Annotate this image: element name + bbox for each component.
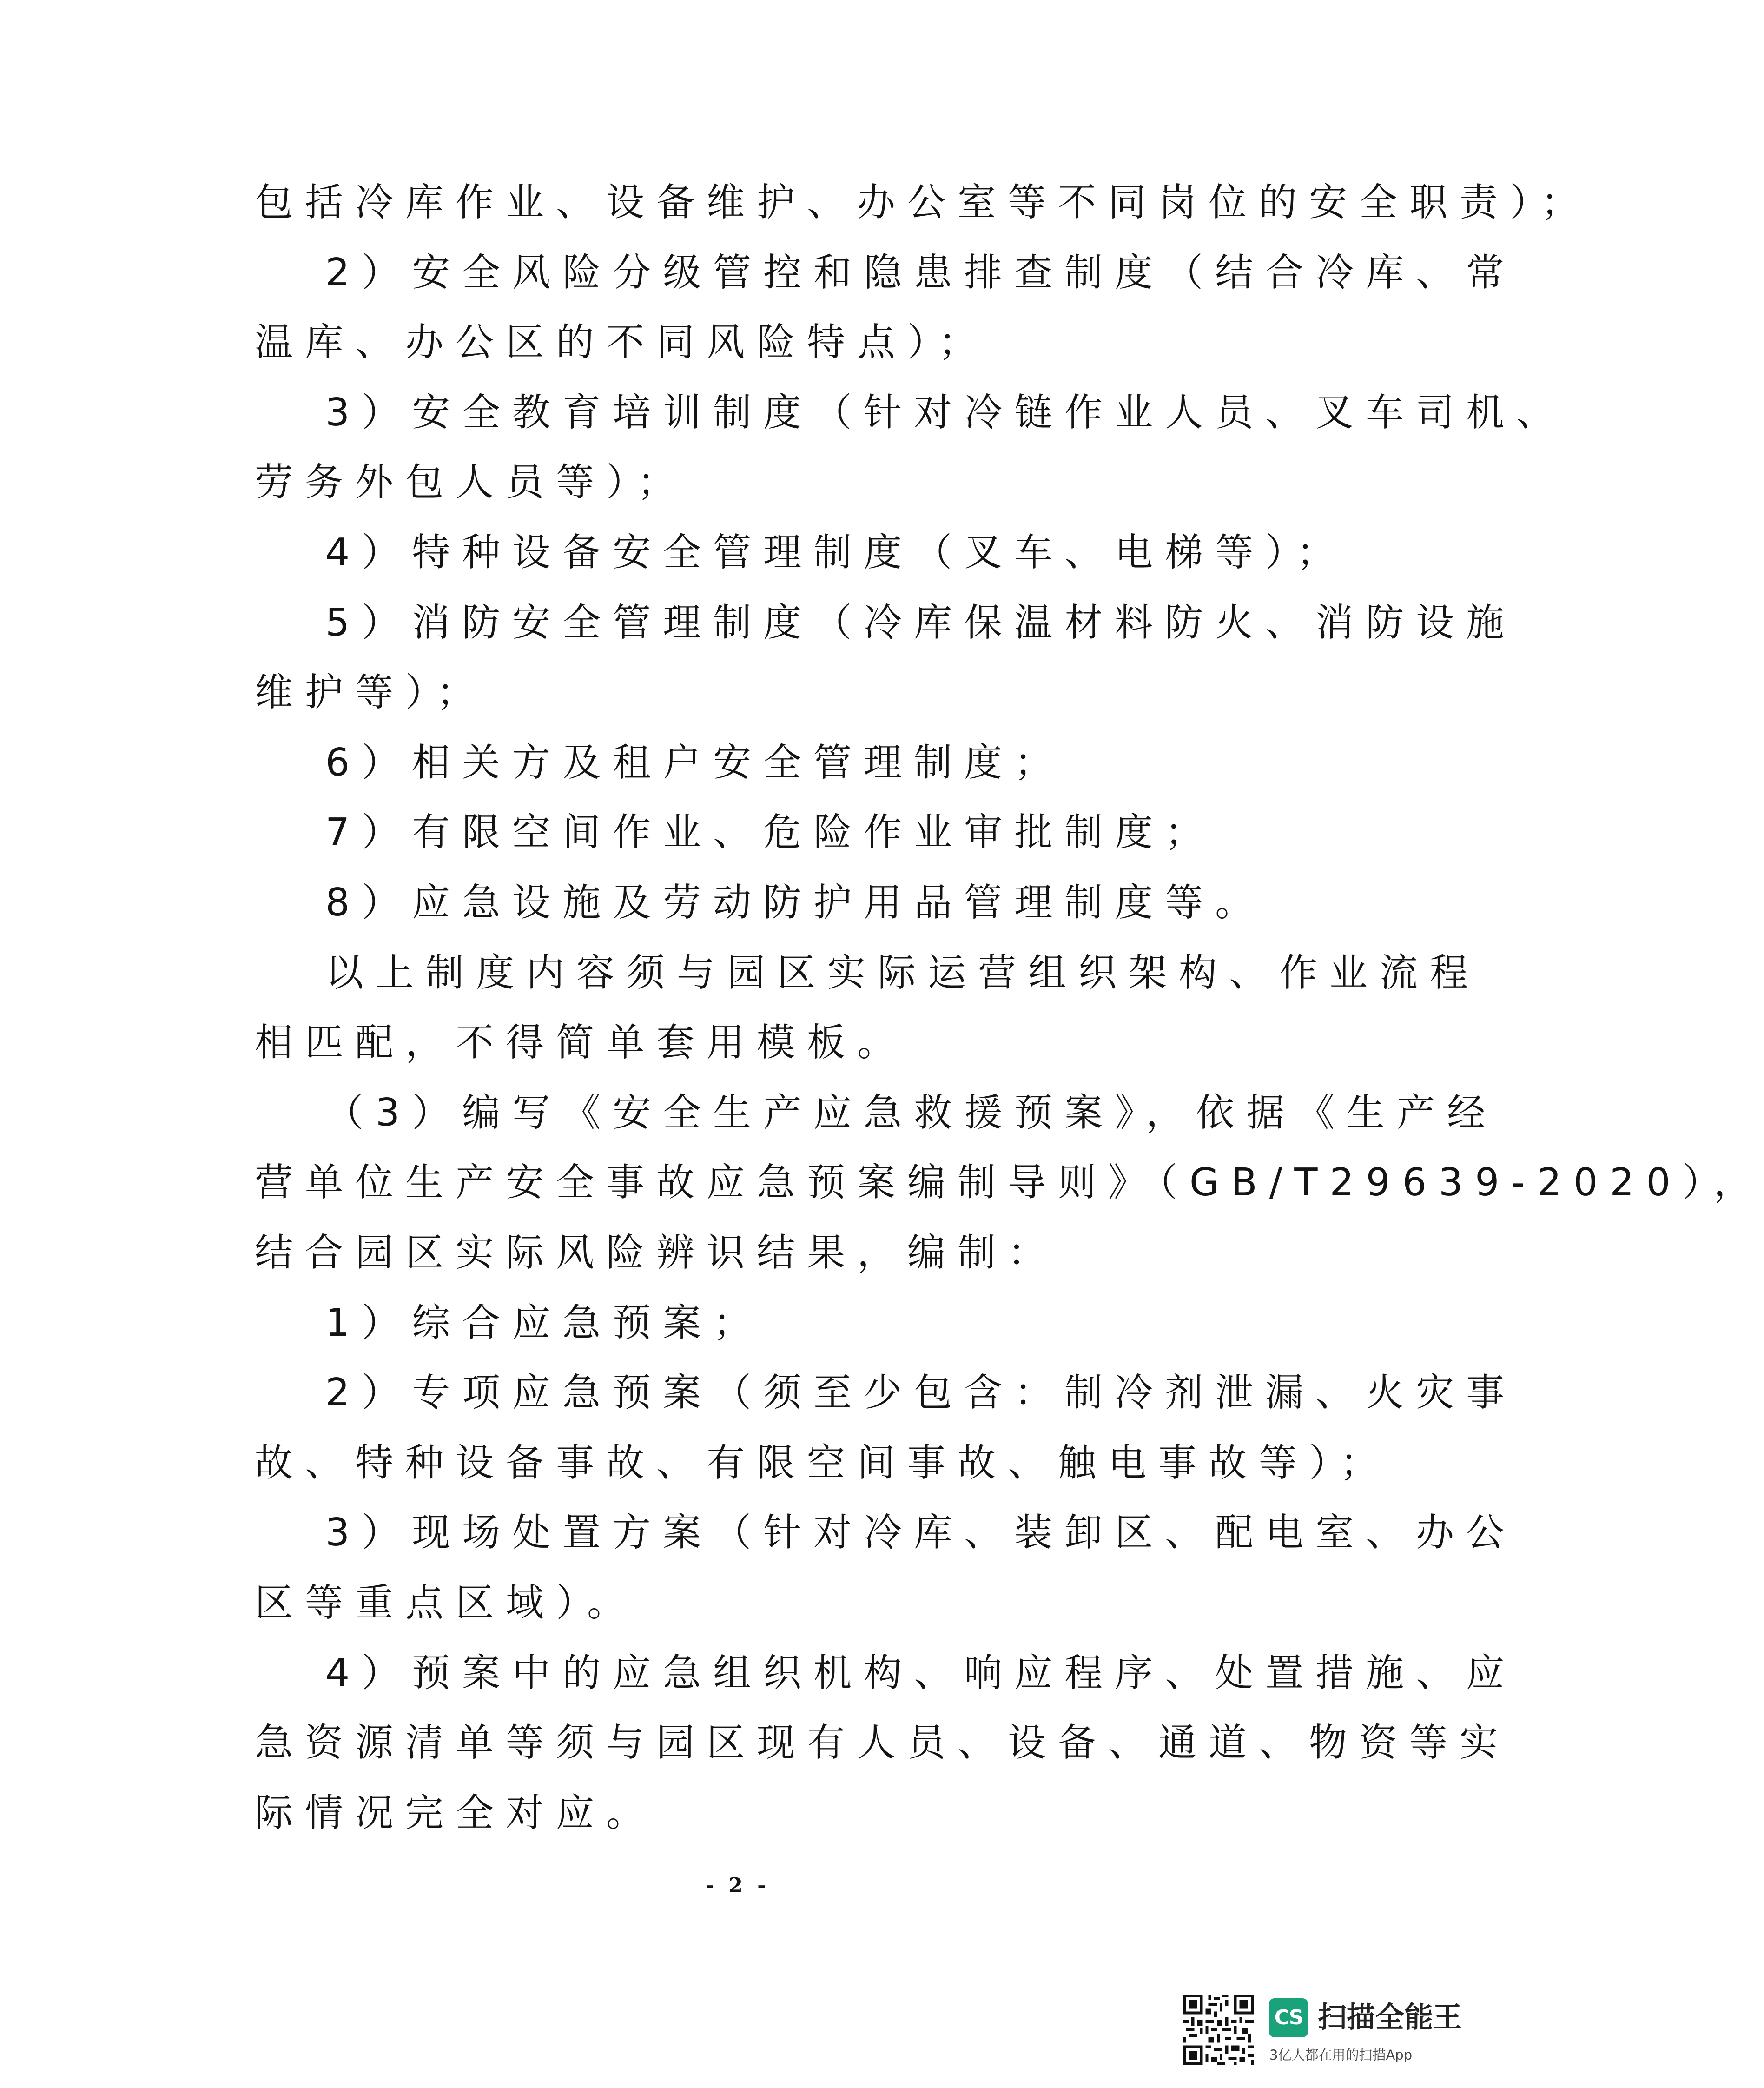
text-line: 区等重点区域）。 xyxy=(255,1581,638,1625)
text-line: 4）预案中的应急组织机构、响应程序、处置措施、应 xyxy=(325,1651,1517,1695)
text-line: 温库、办公区的不同风险特点）； xyxy=(255,320,989,365)
text-line: 维护等）； xyxy=(255,670,487,715)
text-line: 以上制度内容须与园区实际运营组织架构、作业流程 xyxy=(325,951,1480,995)
text-line: 包括冷库作业、设备维护、办公室等不同岗位的安全职责）； xyxy=(255,180,1592,225)
text-line: 急资源清单等须与园区现有人员、设备、通道、物资等实 xyxy=(255,1721,1510,1765)
text-line: 故、特种设备事故、有限空间事故、触电事故等）； xyxy=(255,1441,1391,1485)
cs-logo: CS xyxy=(1269,1998,1308,2037)
text-line: 劳务外包人员等）； xyxy=(255,460,688,504)
text-line: 4）特种设备安全管理制度（叉车、电梯等）； xyxy=(325,530,1347,575)
text-line: 营单位生产安全事故应急预案编制导则》（GB/T29639-2020）， xyxy=(255,1160,1764,1205)
qr-code-icon xyxy=(1183,1995,1254,2065)
text-line: 3）安全教育培训制度（针对冷链作业人员、叉车司机、 xyxy=(325,391,1567,435)
page-number: - 2 - xyxy=(705,1874,770,1897)
text-line: 1）综合应急预案； xyxy=(325,1301,764,1345)
text-line: 2）安全风险分级管控和隐患排查制度（结合冷库、常 xyxy=(325,251,1517,295)
text-line: （3）编写《安全生产应急救援预案》，依据《生产经 xyxy=(325,1091,1498,1135)
text-line: 7）有限空间作业、危险作业审批制度； xyxy=(325,810,1216,855)
text-line: 6）相关方及租户安全管理制度； xyxy=(325,741,1065,785)
text-line: 2）专项应急预案（须至少包含：制冷剂泄漏、火灾事 xyxy=(325,1371,1517,1415)
text-line: 3）现场处置方案（针对冷库、装卸区、配电室、办公 xyxy=(325,1511,1517,1555)
scanner-watermark xyxy=(1183,1995,1462,2074)
text-line: 8）应急设施及劳动防护用品管理制度等。 xyxy=(325,881,1266,925)
app-slogan: 3亿人都在用的扫描App xyxy=(1269,2047,1413,2063)
text-line: 5）消防安全管理制度（冷库保温材料防火、消防设施 xyxy=(325,601,1517,645)
text-line: 相匹配，不得简单套用模板。 xyxy=(255,1021,908,1065)
text-line: 结合园区实际风险辨识结果，编制： xyxy=(255,1231,1058,1275)
app-name: 扫描全能王 xyxy=(1318,2000,1462,2034)
text-line: 际情况完全对应。 xyxy=(255,1791,657,1835)
